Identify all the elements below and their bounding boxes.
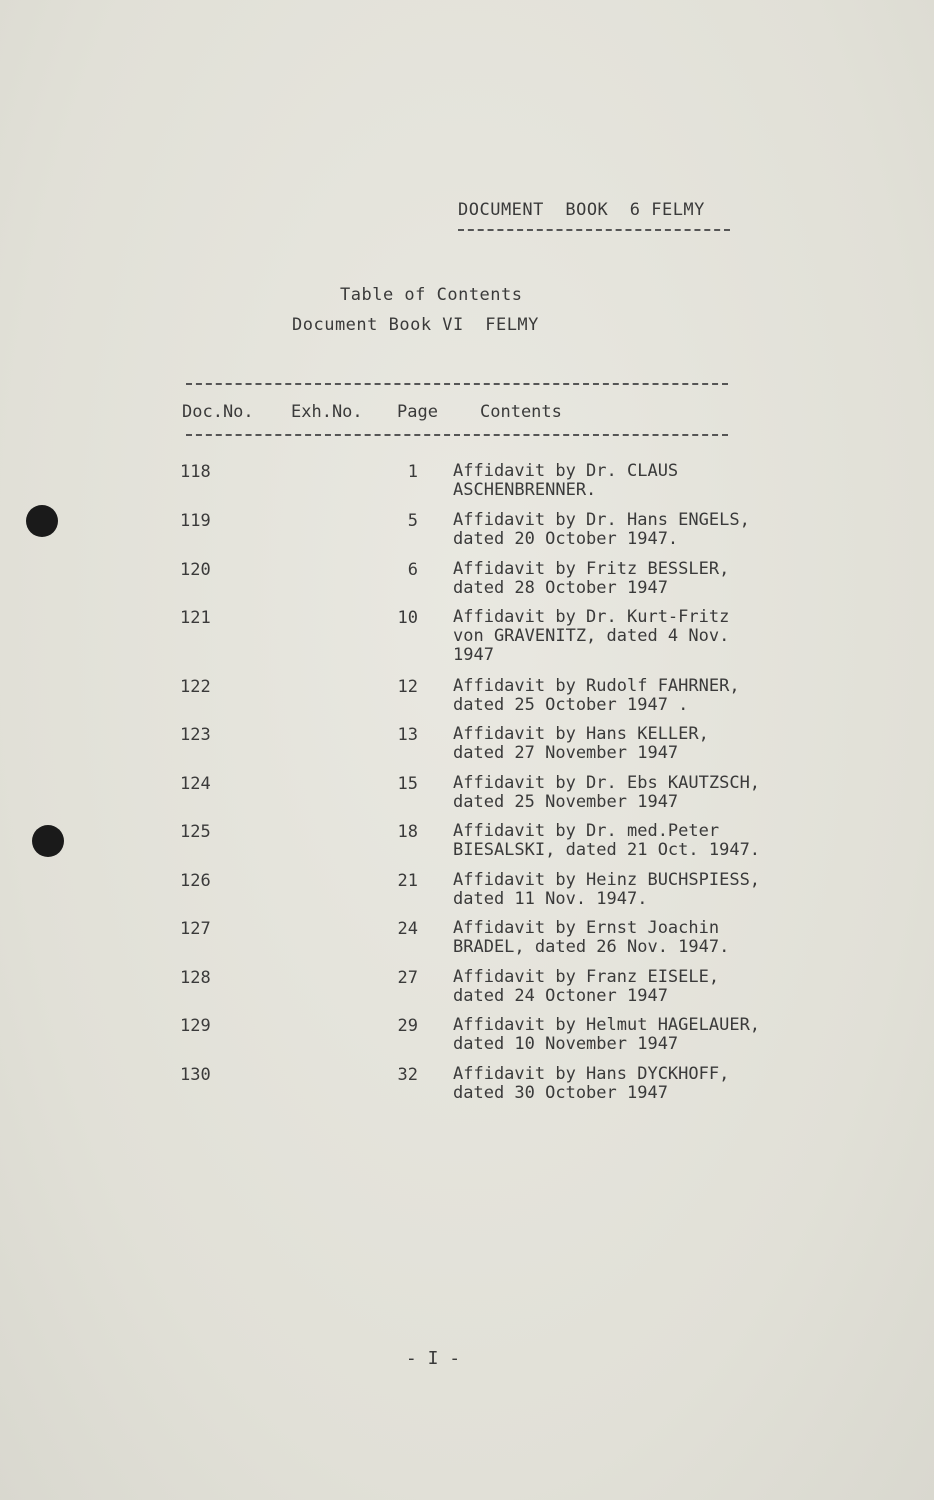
doc-number: 121 [180,608,211,628]
doc-number: 123 [180,725,211,745]
punch-hole [26,505,58,537]
toc-title: Table of Contents [340,285,523,305]
page-number: 6 [407,560,418,580]
doc-number: 127 [180,919,211,939]
entry-contents: Affidavit by Dr. CLAUS ASCHENBRENNER. [453,461,679,500]
page-number: 29 [397,1016,418,1036]
entry-contents: Affidavit by Dr. Kurt-Fritz von GRAVENITZ, dated 4 Nov. 1947 [453,607,730,665]
toc-subtitle: Document Book VI FELMY [292,315,539,335]
page-number: 18 [397,822,418,842]
table-top-rule [186,383,728,385]
page-number: 15 [397,774,418,794]
page-number: 21 [397,871,418,891]
doc-number: 118 [180,462,211,482]
page-number: 5 [407,511,418,531]
page-footer [0,1348,934,1369]
table-header-rule [186,434,728,436]
page-number: 13 [397,725,418,745]
punch-hole [32,825,64,857]
doc-number: 130 [180,1065,211,1085]
column-header-exh-no: Exh.No. [291,402,363,422]
entry-contents: Affidavit by Hans KELLER, dated 27 November 1947 [453,724,709,763]
entry-contents: Affidavit by Ernst Joachin BRADEL, dated 26 Nov. 1947. [453,918,730,957]
doc-number: 120 [180,560,211,580]
page-number: 12 [397,677,418,697]
column-header-contents: Contents [480,402,562,422]
entry-contents: Affidavit by Rudolf FAHRNER, dated 25 October 1947 . [453,676,740,715]
entry-contents: Affidavit by Heinz BUCHSPIESS, dated 11 Nov. 1947. [453,870,761,909]
entry-contents: Affidavit by Hans DYCKHOFF, dated 30 October 1947 [453,1064,730,1103]
page-number: 32 [397,1065,418,1085]
page-number: 27 [397,968,418,988]
entry-contents: Affidavit by Dr. med.Peter BIESALSKI, dated 21 Oct. 1947. [453,821,761,860]
doc-number: 124 [180,774,211,794]
column-header-doc-no: Doc.No. [182,402,254,422]
title-underline [458,229,730,231]
page-number: 1 [407,462,418,482]
entry-contents: Affidavit by Dr. Hans ENGELS, dated 20 October 1947. [453,510,750,549]
doc-number: 122 [180,677,211,697]
entry-contents: Affidavit by Dr. Ebs KAUTZSCH, dated 25 November 1947 [453,773,761,812]
document-book-title: DOCUMENT BOOK 6 FELMY [458,200,705,220]
doc-number: 129 [180,1016,211,1036]
doc-number: 126 [180,871,211,891]
entry-contents: Affidavit by Fritz BESSLER, dated 28 October 1947 [453,559,730,598]
page-number: 24 [397,919,418,939]
page-marker: - I - [405,1348,461,1369]
doc-number: 125 [180,822,211,842]
column-header-page: Page [397,402,438,422]
doc-number: 119 [180,511,211,531]
doc-number: 128 [180,968,211,988]
entry-contents: Affidavit by Helmut HAGELAUER, dated 10 November 1947 [453,1015,761,1054]
page-number: 10 [397,608,418,628]
entry-contents: Affidavit by Franz EISELE, dated 24 Octoner 1947 [453,967,720,1006]
